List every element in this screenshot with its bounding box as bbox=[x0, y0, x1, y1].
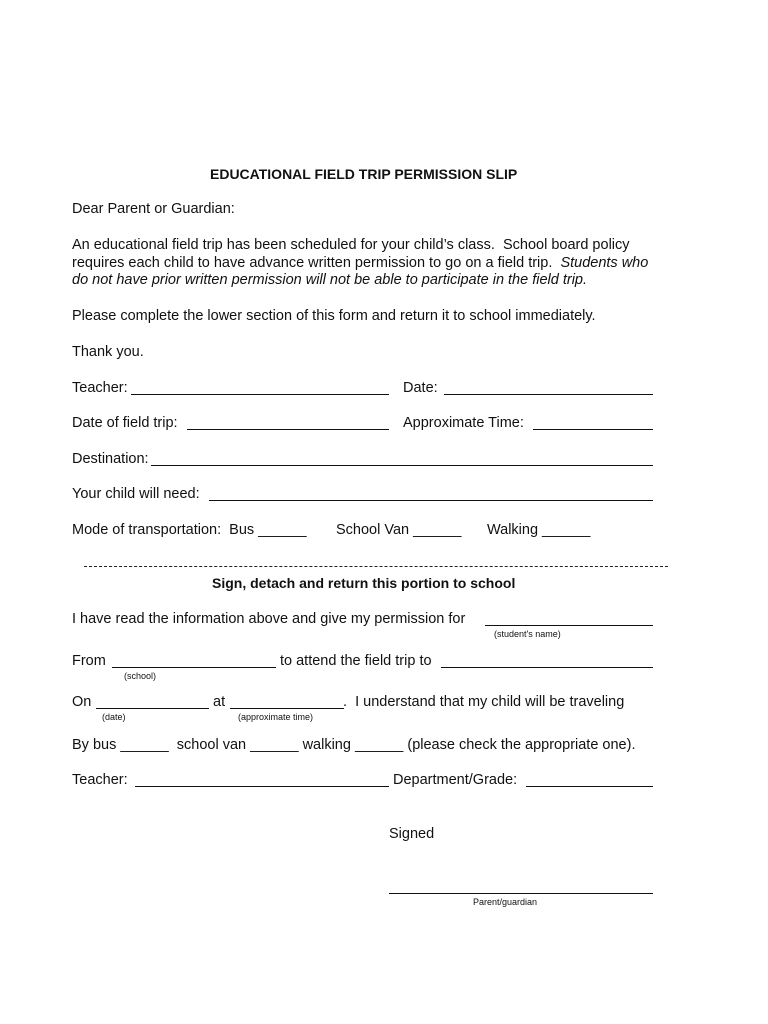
transport-check-line[interactable]: By bus ______ school van ______ walking ______ (please check the appropriate one). bbox=[72, 737, 636, 753]
on-date-field[interactable] bbox=[96, 708, 209, 709]
date-caption: (date) bbox=[102, 712, 126, 722]
approx-time-field[interactable] bbox=[533, 429, 653, 430]
intro-line-2 bbox=[72, 255, 648, 272]
approx-time-label: Approximate Time: bbox=[403, 415, 524, 431]
signed-label: Signed bbox=[389, 826, 435, 842]
student-name-caption: (student's name) bbox=[494, 629, 561, 639]
transport-bus-option[interactable]: Mode of transportation: Bus ______ bbox=[72, 522, 307, 538]
understand-text: . I understand that my child will be traveling bbox=[343, 694, 625, 710]
page-title: EDUCATIONAL FIELD TRIP PERMISSION SLIP bbox=[210, 166, 518, 182]
thank-you-text: Thank you. bbox=[72, 344, 144, 360]
trip-date-label: Date of field trip: bbox=[72, 415, 178, 431]
child-need-label: Your child will need: bbox=[72, 486, 200, 502]
time-caption: (approximate time) bbox=[238, 712, 314, 722]
destination-label: Destination: bbox=[72, 451, 149, 467]
bottom-teacher-field[interactable] bbox=[135, 786, 389, 787]
transport-van-option[interactable]: School Van ______ bbox=[336, 522, 462, 538]
student-name-field[interactable] bbox=[485, 625, 653, 626]
parent-guardian-caption: Parent/guardian bbox=[473, 897, 538, 907]
on-label: On bbox=[72, 694, 92, 710]
school-caption: (school) bbox=[124, 671, 157, 681]
school-field[interactable] bbox=[112, 667, 276, 668]
greeting: Dear Parent or Guardian: bbox=[72, 201, 235, 217]
permission-text: I have read the information above and give my permission for bbox=[72, 611, 466, 627]
teacher-label: Teacher: bbox=[72, 380, 128, 396]
destination-field[interactable] bbox=[151, 465, 653, 466]
date-label: Date: bbox=[403, 380, 438, 396]
detach-heading: Sign, detach and return this portion to school bbox=[212, 575, 516, 591]
dept-grade-label: Department/Grade: bbox=[393, 772, 518, 788]
intro-line-2-italic: Students who bbox=[560, 255, 649, 271]
date-field[interactable] bbox=[444, 394, 653, 395]
intro-line-2-regular: requires each child to have advance written permission to go on a field trip. bbox=[72, 255, 561, 271]
transport-walking-option[interactable]: Walking ______ bbox=[487, 522, 591, 538]
dept-grade-field[interactable] bbox=[526, 786, 653, 787]
signature-field[interactable] bbox=[389, 893, 653, 894]
at-label: at bbox=[213, 694, 226, 710]
attend-text: to attend the field trip to bbox=[280, 653, 432, 669]
instruction-text: Please complete the lower section of this form and return it to school immediately. bbox=[72, 308, 596, 324]
teacher-field[interactable] bbox=[131, 394, 389, 395]
bottom-teacher-label: Teacher: bbox=[72, 772, 128, 788]
intro-line-1: An educational field trip has been scheduled for your child’s class. School board policy bbox=[72, 237, 630, 253]
intro-line-3: do not have prior written permission will not be able to participate in the field trip. bbox=[72, 272, 588, 288]
from-label: From bbox=[72, 653, 106, 669]
child-need-field[interactable] bbox=[209, 500, 653, 501]
trip-destination-field[interactable] bbox=[441, 667, 653, 668]
detach-line bbox=[84, 566, 668, 567]
at-time-field[interactable] bbox=[230, 708, 344, 709]
trip-date-field[interactable] bbox=[187, 429, 389, 430]
